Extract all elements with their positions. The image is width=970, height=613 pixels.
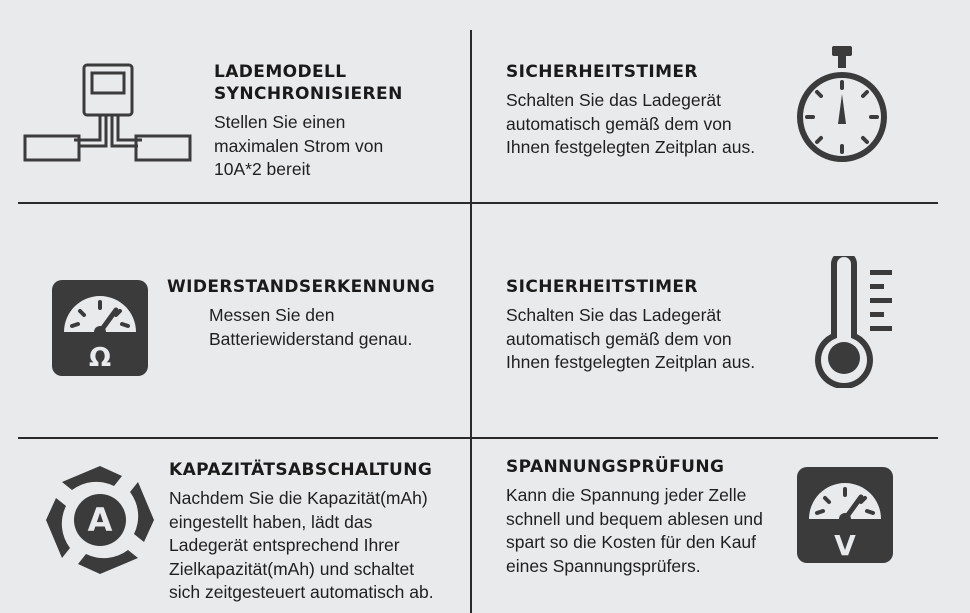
feature-temperature bbox=[506, 276, 755, 375]
feature-description: Messen Sie den Batteriewiderstand genau. bbox=[209, 305, 413, 349]
horizontal-divider-2 bbox=[18, 437, 938, 439]
feature-sync bbox=[214, 61, 403, 182]
feature-description: Kann die Spannung jeder Zelle schnell und bequem ablesen und spart so die Kosten für den Kauf eines Spannungsprüfers. bbox=[506, 485, 763, 576]
feature-description: Schalten Sie das Ladegerät automatisch gemäß dem von Ihnen festgelegten Zeitplan aus. bbox=[506, 90, 756, 157]
stopwatch-icon bbox=[796, 44, 888, 168]
vertical-divider bbox=[470, 30, 472, 613]
feature-title: SICHERHEITSTIMER bbox=[506, 277, 698, 297]
voltmeter-icon bbox=[797, 467, 893, 563]
ohm-glyph: Ω bbox=[88, 343, 112, 373]
capacity-glyph: A bbox=[87, 501, 113, 539]
feature-title: WIDERSTANDSERKENNUNG bbox=[167, 277, 436, 297]
feature-title: SICHERHEITSTIMER bbox=[506, 62, 698, 82]
feature-timer bbox=[506, 61, 755, 160]
feature-title: SPANNUNGSPRÜFUNG bbox=[506, 457, 725, 477]
feature-capacity bbox=[169, 459, 434, 605]
feature-description: Nachdem Sie die Kapazität(mAh) eingestellt haben, lädt das Ladegerät entsprechend Ihrer Zielkapazität(mAh) und schaltet sich zeitgesteuert automatisch ab. bbox=[169, 488, 434, 602]
horizontal-divider-1 bbox=[18, 202, 938, 204]
feature-title: LADEMODELL SYNCHRONISIEREN bbox=[214, 62, 403, 104]
ohm-meter-icon bbox=[52, 280, 148, 376]
thermometer-icon bbox=[814, 256, 894, 388]
feature-description: Schalten Sie das Ladegerät automatisch gemäß dem von Ihnen festgelegten Zeitplan aus. bbox=[506, 305, 756, 372]
feature-description: Stellen Sie einen maximalen Strom von 10A*2 bereit bbox=[214, 112, 384, 179]
feature-title: KAPAZITÄTSABSCHALTUNG bbox=[169, 460, 433, 480]
volt-glyph: V bbox=[834, 529, 856, 562]
feature-voltage bbox=[506, 456, 763, 578]
feature-resistance bbox=[167, 276, 435, 351]
capacity-cycle-icon bbox=[42, 462, 158, 578]
sync-charger-icon bbox=[22, 62, 194, 168]
